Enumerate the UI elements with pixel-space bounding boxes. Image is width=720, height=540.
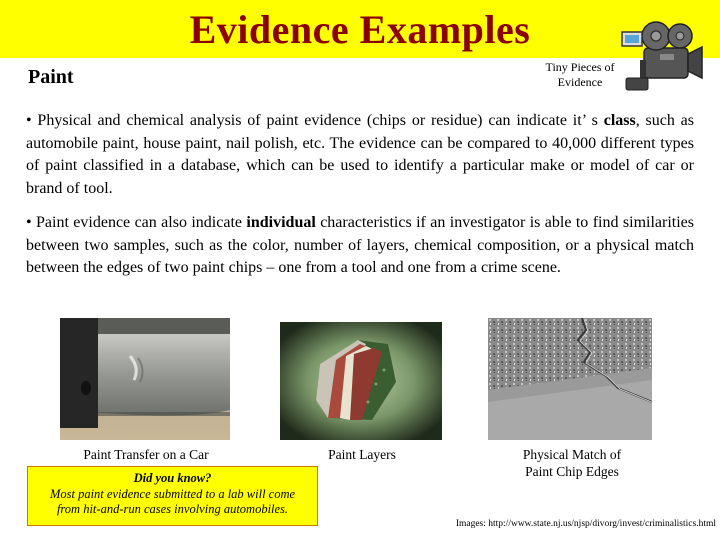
paragraph-individual-evidence [26, 212, 694, 280]
camera-caption [532, 60, 628, 90]
camera-caption-line1: Tiny Pieces of [545, 60, 615, 74]
p1-bold-term: class [603, 112, 636, 129]
p2-text-start: • Paint evidence can also indicate [26, 214, 247, 231]
caption-physical-match-line2: Paint Chip Edges [525, 464, 619, 479]
p1-apostrophe: ’ [581, 112, 586, 129]
p2-bold-term: individual [246, 214, 316, 231]
caption-physical-match [480, 446, 664, 480]
p2-text-end: characteristics if an investigator is able to find similarities between two samples, such as the color, number of layers, chemical composition, or a physical match between the edges of two paint chips – one from a tool and one from a crime scene. [26, 214, 694, 276]
did-you-know-title: Did you know? [133, 471, 212, 485]
paragraph-class-evidence [26, 110, 694, 200]
p1-text-end: , such as automobile paint, house paint, nail polish, etc. The evidence can be compared to 40,000 different types of paint classified in a database, which can be used to identify a particular make or model of car or brand of tool. [26, 112, 695, 197]
slide-title: Evidence Examples [189, 7, 531, 52]
caption-paint-transfer: Paint Transfer on a Car [83, 447, 209, 462]
camera-caption-line2: Evidence [557, 75, 603, 89]
paint-chip-match-photo [488, 318, 652, 440]
video-camera-icon [620, 14, 706, 96]
p1-text-start: • Physical and chemical analysis of paint evidence (chips or residue) can indicate it [26, 112, 582, 129]
p1-text-mid: s [585, 112, 604, 129]
did-you-know-line2: from hit-and-run cases involving automobiles. [56, 502, 289, 516]
paint-layers-photo [280, 322, 442, 440]
paint-transfer-car-photo [60, 318, 230, 440]
caption-paint-layers: Paint Layers [328, 447, 396, 462]
did-you-know-box [27, 466, 318, 526]
caption-physical-match-line1: Physical Match of [522, 447, 622, 462]
did-you-know-line1: Most paint evidence submitted to a lab will come [49, 486, 296, 501]
section-heading: Paint [28, 66, 74, 88]
image-credit: Images: http://www.state.nj.us/njsp/divorg/invest/criminalistics.html [455, 519, 716, 529]
